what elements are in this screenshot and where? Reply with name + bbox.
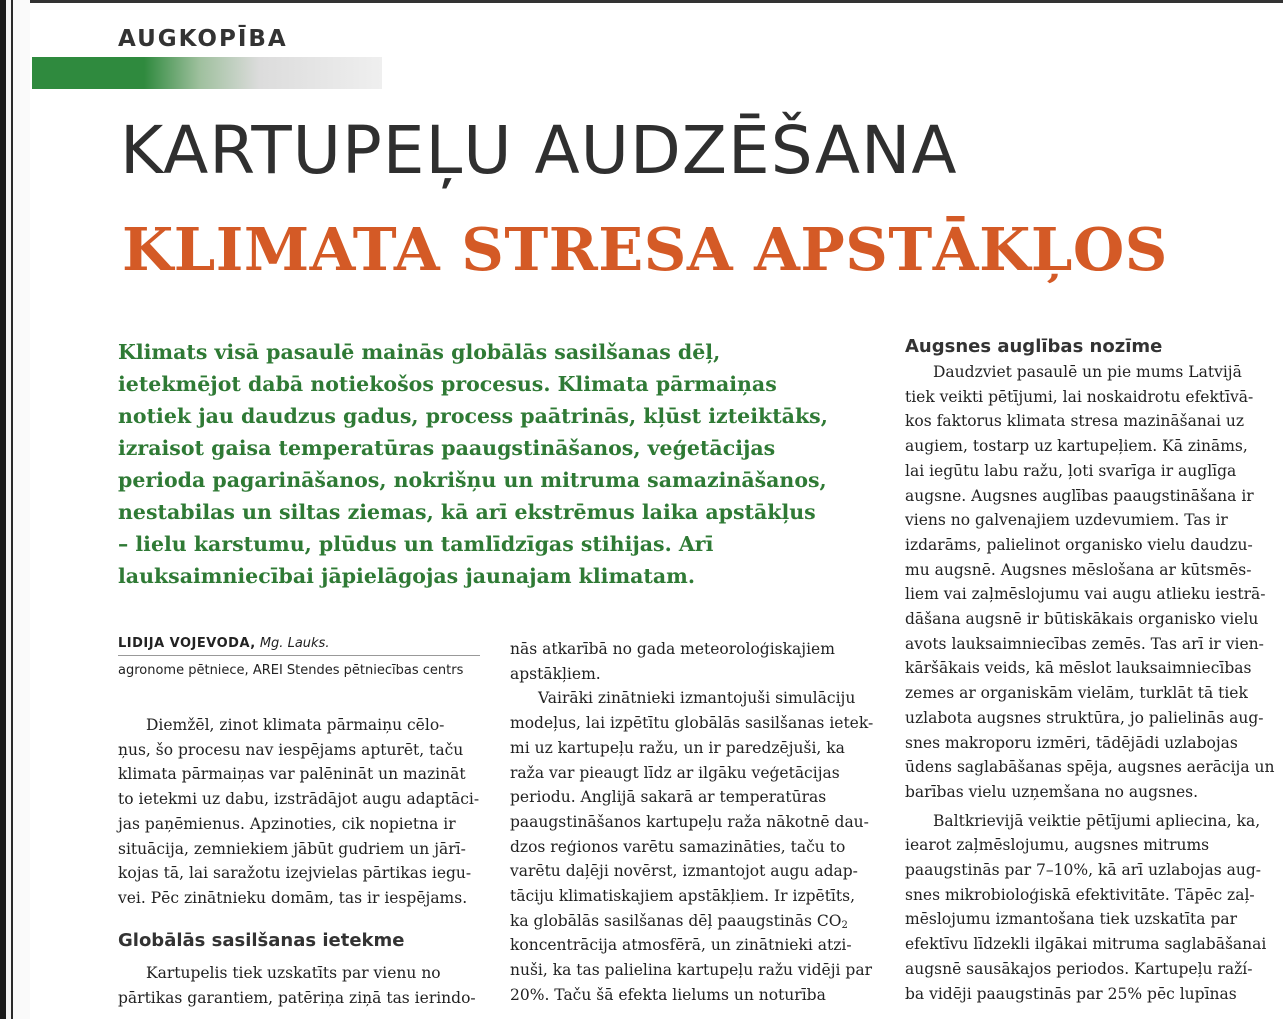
lead-line: lauksaimniecībai jāpielāgojas jaunajam klimatam. [118,564,696,588]
text-line: dzos reģionos varētu samazināties, taču to [510,837,846,856]
text-line: ņus, šo procesu nav iespējams apturēt, taču [118,740,464,759]
text-line: kos faktorus klimata stresa mazināšanai uz [905,412,1245,431]
text-line: lai iegūtu labu ražu, ļoti svarīga ir auglīga [905,461,1237,480]
text-line: paaugstinās par 7–10%, kā arī uzlabojas aug- [905,861,1261,880]
text-line: Daudzviet pasaulē un pie mums Latvijā [933,363,1242,381]
author-byline [118,636,480,656]
text-line: pārtikas garantiem, patēriņa ziņā tas ierindo- [118,988,476,1007]
text-line: ba vidēji paaugstinās par 25% pēc lupīnas [905,984,1237,1003]
text-line-co2 [510,909,876,934]
lead-line: izraisot gaisa temperatūras paaugstināšanos, veģetācijas [118,436,776,460]
text-line: Baltkrievijā veiktie pētījumi apliecina, ka, [933,811,1261,830]
author-affiliation: agronome pētniece, AREI Stendes pētniecības centrs [118,663,464,678]
text-line: efektīvu līdzekli ilgākai mitruma saglabāšanai [905,935,1267,954]
text-line: Kartupelis tiek uzskatīts par vienu no [146,964,441,982]
text-line: barības vielu uzņemšana no augsnes. [905,782,1199,801]
headline-line1: KARTUPEĻU AUDZĒŠANA [120,112,958,189]
text-line: Vairāki zinātnieki izmantojuši simulāciju [538,689,856,708]
text-line: modeļus, lai izpētītu globālās sasilšanas ietek- [510,714,874,733]
column-1-continued [118,961,482,1010]
lead-line: ietekmējot dabā notiekošos procesus. Klimata pārmaiņas [118,372,777,396]
text-line: situācija, zemniekiem jābūt gudriem un jārī- [118,839,466,858]
lead-paragraph [118,336,878,592]
column-1 [118,713,482,911]
column-3 [905,360,1275,1006]
text-line: augsnē sausākajos periodos. Kartupeļu raží- [905,959,1253,978]
text-line: uzlabota augsnes struktūra, jo palielinās aug- [905,708,1264,727]
text-line: tiek veikti pētījumi, lai noskaidrotu efektīvā- [905,387,1254,406]
text-line: dāšana augsnē ir būtiskākais organisko vielu [905,610,1259,629]
text-line: nās atkarībā no gada meteoroloģiskajiem [510,640,835,658]
section-label: AUGKOPĪBA [118,26,288,52]
text-line: mēslojumu izmantošana tiek uzskatīta par [905,910,1238,929]
author-name: LIDIJA VOJEVODA, [118,636,256,651]
text-line: kojas tā, lai saražotu izejvielas pārtikas iegu- [118,864,472,883]
lead-line: Klimats visā pasaulē mainās globālās sasilšanas dēļ, [118,340,721,364]
text-line: vei. Pēc zinātnieku domām, tas ir iespējams. [118,888,468,907]
text-line: apstākļiem. [510,664,601,683]
text-line: iearot zaļmēslojumu, augsnes mitrums [905,836,1210,855]
scan-binding-edge [0,0,30,1019]
section-color-bar [32,57,382,89]
text-line: snes makroporu izmēri, tādējādi uzlabojas [905,733,1238,752]
text-line: tāciju klimatiskajiem apstākļiem. Ir izpētīts, [510,887,855,906]
text-line: raža var pieaugt līdz ar ilgāku veģetācijas [510,763,840,782]
text-line: viens no galvenajiem uzdevumiem. Tas ir [905,511,1228,530]
column-2 [510,637,876,1008]
text-line: zemes ar organiskām vielām, turklāt tā tiek [905,684,1248,703]
subheading-soil-fertility: Augsnes auglības nozīme [905,336,1163,357]
lead-line: nestabilas un siltas ziemas, kā arī ekstrēmus laika apstākļus [118,500,816,524]
text-line: jas paņēmienus. Apzinoties, cik nopietna ir [118,814,456,833]
text-line: mi uz kartupeļu ražu, un ir paredzējuši, ka [510,738,845,757]
text-line: koncentrācija atmosfērā, un zinātnieki atzi- [510,936,852,955]
text-line: varētu daļēji novērst, izmantojot augu adap- [510,862,858,881]
text-fragment: ka globālās sasilšanas dēļ paaugstinās CO [510,911,842,930]
text-line: augiem, tostarp uz kartupeļiem. Kā zināms, [905,437,1248,456]
text-line: klimata pārmaiņas var palēnināt un mazināt [118,765,466,784]
text-line: izdarāms, palielinot organisko vielu daudzu- [905,535,1253,554]
text-line: ūdens saglabāšanas spēja, augsnes aerācija un [905,758,1275,777]
text-line: snes mikrobioloģiskā efektivitāte. Tāpēc zaļ- [905,885,1255,904]
text-line: Diemžēl, zinot klimata pārmaiņu cēlo- [146,716,445,734]
top-rule [30,0,1283,3]
text-line: kāršākais veids, kā mēslot lauksaimniecības [905,659,1252,678]
lead-line: notiek jau daudzus gadus, process paātrinās, kļūst izteiktāks, [118,404,828,428]
text-line: nuši, ka tas palielina kartupeļu ražu vidēji par [510,961,872,980]
author-degree: Mg. Lauks. [259,636,330,651]
co2-subscript: 2 [841,919,848,931]
text-line: 20%. Taču šā efekta lielums un noturība [510,985,826,1004]
text-line: paaugstināšanos kartupeļu raža nākotnē dau- [510,812,869,831]
text-line: periodu. Anglijā sakarā ar temperatūras [510,788,827,807]
text-line: avots lauksaimniecības zemēs. Tas arī ir vien- [905,634,1264,653]
lead-line: – lielu karstumu, plūdus un tamlīdzīgas stihijas. Arī [118,532,714,556]
text-line: mu augsnē. Augsnes mēslošana ar kūtsmēs- [905,560,1252,579]
lead-line: perioda pagarināšanos, nokrišņu un mitruma samazināšanos, [118,468,827,492]
text-line: augsne. Augsnes auglības paaugstināšana ir [905,486,1254,505]
text-line: to ietekmi uz dabu, izstrādājot augu adaptāci- [118,790,480,809]
headline-line2: KLIMATA STRESA APSTĀKĻOS [122,215,1168,284]
text-line: liem vai zaļmēslojumu vai augu atlieku iestrā- [905,585,1266,604]
subheading-global-warming: Globālās sasilšanas ietekme [118,930,405,951]
